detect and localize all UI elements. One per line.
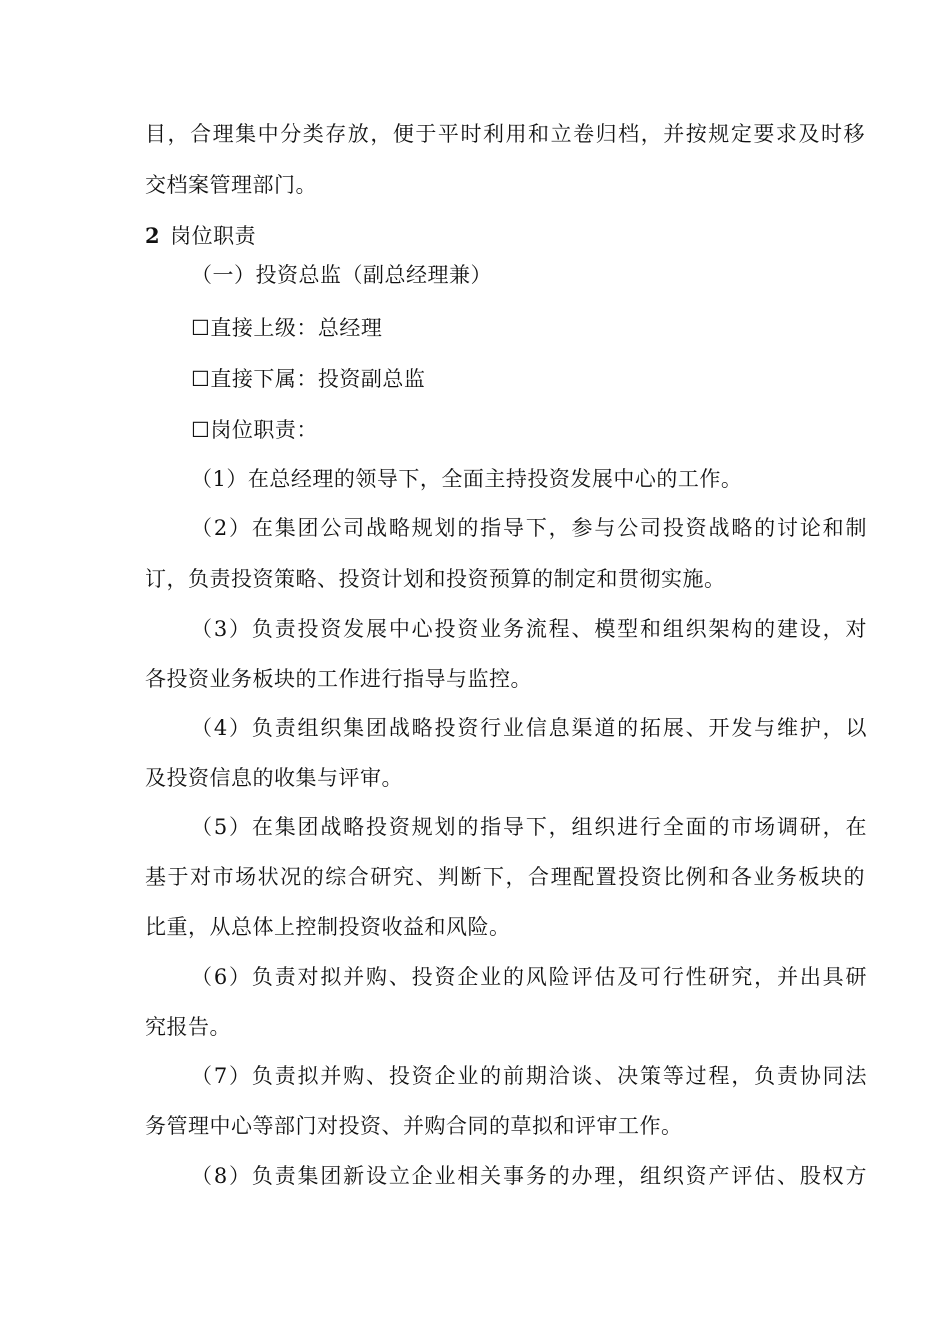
duty-item-4: （4）负责组织集团战略投资行业信息渠道的拓展、开发与维护，以 [191,716,867,740]
duty-item-7-cont: 务管理中心等部门对投资、并购合同的草拟和评审工作。 [145,1114,683,1138]
direct-subordinate: ☐直接下属：投资副总监 [191,367,426,391]
duty-item-5: （5）在集团战略投资规划的指导下，组织进行全面的市场调研，在 [191,815,867,839]
paragraph-line: 目，合理集中分类存放，便于平时利用和立卷归档，并按规定要求及时移 [145,122,865,146]
duty-item-3-cont: 各投资业务板块的工作进行指导与监控。 [145,667,532,691]
duty-item-1: （1）在总经理的领导下，全面主持投资发展中心的工作。 [191,467,743,491]
section-title: 岗位职责 [170,224,257,248]
duty-item-5-cont: 基于对市场状况的综合研究、判断下，合理配置投资比例和各业务板块的 [145,865,865,889]
duty-item-3: （3）负责投资发展中心投资业务流程、模型和组织架构的建设，对 [191,617,867,641]
direct-superior: ☐直接上级：总经理 [191,316,383,340]
duty-item-2-cont: 订，负责投资策略、投资计划和投资预算的制定和贯彻实施。 [145,567,726,591]
duty-item-2: （2）在集团公司战略规划的指导下，参与公司投资战略的讨论和制 [191,516,867,540]
duties-label: ☐岗位职责： [191,418,318,442]
section-heading [145,221,865,251]
duty-item-7: （7）负责拟并购、投资企业的前期洽谈、决策等过程，负责协同法 [191,1064,867,1088]
duty-item-8: （8）负责集团新设立企业相关事务的办理，组织资产评估、股权方 [191,1164,867,1188]
duty-item-6-cont: 究报告。 [145,1015,231,1039]
duty-item-5-cont: 比重，从总体上控制投资收益和风险。 [145,915,511,939]
duty-item-4-cont: 及投资信息的收集与评审。 [145,766,403,790]
paragraph-line: 交档案管理部门。 [145,173,317,197]
duty-item-6: （6）负责对拟并购、投资企业的风险评估及可行性研究，并出具研 [191,965,867,989]
section-number: 2 [145,223,161,248]
role-title: （一）投资总监（副总经理兼） [191,263,492,287]
